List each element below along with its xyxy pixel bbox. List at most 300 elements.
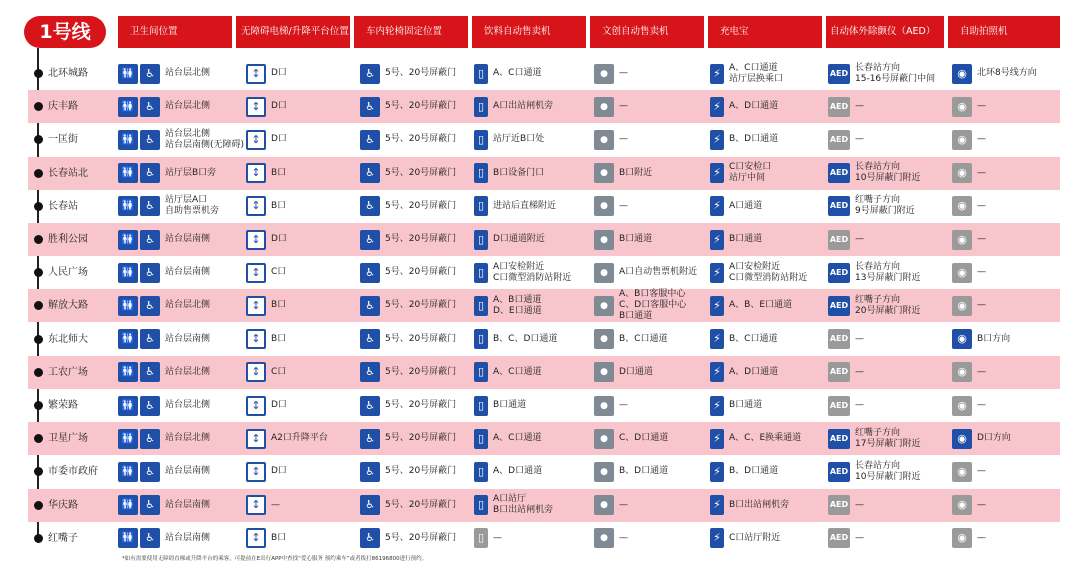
restroom-icon: 🚻 xyxy=(118,130,138,150)
toilet-location: 站台层南侧 xyxy=(165,532,211,543)
aed-cell xyxy=(828,522,864,555)
restroom-icon: 🚻 xyxy=(118,429,138,449)
powerbank-location: B、C口通道 xyxy=(729,333,778,344)
aed-location: 红嘴子方向 20号屏蔽门附近 xyxy=(855,294,921,316)
station-dot xyxy=(34,268,43,277)
photo-booth-location: — xyxy=(977,167,986,178)
header-toilet: 卫生间位置 xyxy=(118,16,232,48)
toilet-location: 站台层南侧 xyxy=(165,466,211,477)
photo-booth-location: — xyxy=(977,400,986,410)
elevator-cell xyxy=(246,289,286,322)
drink-vending-cell xyxy=(474,389,526,422)
elevator-location: B口 xyxy=(271,333,287,344)
photo-booth-location: — xyxy=(977,234,986,244)
power-bank-icon: ⚡ xyxy=(710,296,724,316)
wheelchair-icon: ♿ xyxy=(140,495,160,515)
aed-location: 红嘴子方向 9号屏蔽门附近 xyxy=(855,195,915,217)
culture-vending-location: — xyxy=(619,400,628,410)
aed-icon: AED xyxy=(828,196,850,216)
elevator-cell xyxy=(246,455,287,488)
power-bank-icon: ⚡ xyxy=(710,163,724,183)
culture-vending-icon: ● xyxy=(594,528,614,548)
culture-vending-location: B口通道 xyxy=(619,234,653,244)
wheelchair-space-icon: ♿ xyxy=(360,462,380,482)
aed-location: 长春站方向 15-16号屏蔽门中间 xyxy=(855,62,936,84)
power-bank-icon: ⚡ xyxy=(710,130,724,150)
powerbank-location: A口安检附近 C口微型消防站附近 xyxy=(729,261,808,283)
wheelchair-icon: ♿ xyxy=(140,97,160,117)
photo-booth-location: D口方向 xyxy=(977,433,1011,444)
elevator-icon: ↕ xyxy=(246,462,266,482)
powerbank-cell xyxy=(710,422,801,455)
elevator-cell xyxy=(246,123,287,156)
toilet-location: 站台层南侧 xyxy=(165,234,211,244)
station-name: 华庆路 xyxy=(48,499,78,511)
camera-icon: ◉ xyxy=(952,396,972,416)
vending-machine-icon: ▯ xyxy=(474,296,488,316)
vending-machine-icon: ▯ xyxy=(474,64,488,84)
wheelchair-space-icon: ♿ xyxy=(360,263,380,283)
table-row xyxy=(28,190,1060,223)
culture-vending-icon: ● xyxy=(594,329,614,349)
elevator-icon: ↕ xyxy=(246,495,266,515)
culture-vending-location: C、D口通道 xyxy=(619,433,669,444)
power-bank-icon: ⚡ xyxy=(710,528,724,548)
wheelchair-cell xyxy=(360,323,456,356)
station-dot xyxy=(34,102,43,111)
power-bank-icon: ⚡ xyxy=(710,97,724,117)
toilet-location: 站台层北侧 xyxy=(165,300,211,311)
drink-vending-cell xyxy=(474,455,542,488)
wheelchair-location: 5号、20号屏蔽门 xyxy=(385,433,457,444)
station-dot xyxy=(34,501,43,510)
elevator-icon: ↕ xyxy=(246,362,266,382)
restroom-icon: 🚻 xyxy=(118,97,138,117)
drink-vending-cell xyxy=(474,90,553,123)
culture-vending-icon: ● xyxy=(594,296,614,316)
photo-booth-location: — xyxy=(977,267,986,278)
culture-vending-cell xyxy=(594,522,628,555)
elevator-cell xyxy=(246,489,280,522)
drink-vending-cell xyxy=(474,323,557,356)
drink-vending-location: A、C口通道 xyxy=(493,433,542,444)
toilet-cell xyxy=(118,422,210,455)
wheelchair-space-icon: ♿ xyxy=(360,396,380,416)
drink-vending-location: A、C口通道 xyxy=(493,366,542,377)
photo-booth-location: — xyxy=(977,300,986,311)
station-name: 卫星广场 xyxy=(48,433,88,445)
aed-location: — xyxy=(855,234,864,244)
wheelchair-space-icon: ♿ xyxy=(360,329,380,349)
header-elevator: 无障碍电梯/升降平台位置 xyxy=(236,16,350,48)
drink-vending-location: A口出站闸机旁 xyxy=(493,101,554,112)
station-dot xyxy=(34,301,43,310)
aed-icon: AED xyxy=(828,329,850,349)
powerbank-location: B、D口通道 xyxy=(729,134,779,145)
toilet-cell xyxy=(118,123,244,156)
elevator-location: D口 xyxy=(271,68,287,78)
aed-cell xyxy=(828,323,864,356)
powerbank-cell xyxy=(710,455,778,488)
culture-vending-icon: ● xyxy=(594,64,614,84)
elevator-cell xyxy=(246,223,287,256)
elevator-icon: ↕ xyxy=(246,329,266,349)
photo-booth-location: — xyxy=(977,466,986,477)
vending-machine-icon: ▯ xyxy=(474,196,488,216)
culture-vending-icon: ● xyxy=(594,97,614,117)
restroom-icon: 🚻 xyxy=(118,396,138,416)
wheelchair-space-icon: ♿ xyxy=(360,163,380,183)
station-dot xyxy=(34,434,43,443)
camera-icon: ◉ xyxy=(952,196,972,216)
drink-vending-cell xyxy=(474,289,542,322)
elevator-location: B口 xyxy=(271,532,287,543)
aed-cell xyxy=(828,190,915,223)
wheelchair-location: 5号、20号屏蔽门 xyxy=(385,101,457,112)
culture-vending-icon: ● xyxy=(594,429,614,449)
table-row xyxy=(28,223,1060,256)
powerbank-cell xyxy=(710,90,778,123)
aed-icon: AED xyxy=(828,362,850,382)
restroom-icon: 🚻 xyxy=(118,329,138,349)
culture-vending-location: — xyxy=(619,532,628,543)
culture-vending-location: — xyxy=(619,68,628,78)
wheelchair-icon: ♿ xyxy=(140,429,160,449)
wheelchair-space-icon: ♿ xyxy=(360,64,380,84)
powerbank-location: C口站厅附近 xyxy=(729,532,781,543)
toilet-location: 站台层北侧 xyxy=(165,68,211,78)
wheelchair-icon: ♿ xyxy=(140,263,160,283)
drink-vending-cell xyxy=(474,522,502,555)
culture-vending-icon: ● xyxy=(594,362,614,382)
station-dot xyxy=(34,169,43,178)
powerbank-cell xyxy=(710,190,762,223)
wheelchair-cell xyxy=(360,157,456,190)
photo-booth-cell xyxy=(952,123,986,156)
wheelchair-cell xyxy=(360,289,456,322)
drink-vending-cell xyxy=(474,356,541,389)
table-row xyxy=(28,323,1060,356)
header-aed: 自动体外除颤仪（AED） xyxy=(826,16,944,48)
drink-vending-location: B口通道 xyxy=(493,400,527,410)
aed-cell xyxy=(828,223,864,256)
station-name: 胜利公园 xyxy=(48,234,88,245)
culture-vending-cell xyxy=(594,223,652,256)
culture-vending-cell xyxy=(594,455,668,488)
aed-cell xyxy=(828,57,935,90)
toilet-cell xyxy=(118,522,210,555)
wheelchair-space-icon: ♿ xyxy=(360,230,380,250)
wheelchair-cell xyxy=(360,256,456,289)
wheelchair-space-icon: ♿ xyxy=(360,429,380,449)
power-bank-icon: ⚡ xyxy=(710,396,724,416)
footnote: *如有需要使用无障碍直梯或升降平台的乘客，可提前在E出行APP中查找“爱心服务 预约乘车”或者拨打86196800进行预约。 xyxy=(122,556,428,562)
toilet-location: 站台层南侧 xyxy=(165,333,211,344)
vending-machine-icon: ▯ xyxy=(474,528,488,548)
toilet-location: 站台层北侧 xyxy=(165,400,211,410)
powerbank-location: C口安检口 站厅中间 xyxy=(729,162,772,184)
vending-machine-icon: ▯ xyxy=(474,362,488,382)
wheelchair-space-icon: ♿ xyxy=(360,296,380,316)
drink-vending-cell xyxy=(474,256,571,289)
station-dot xyxy=(34,69,43,78)
elevator-cell xyxy=(246,57,287,90)
drink-vending-cell xyxy=(474,489,553,522)
vending-machine-icon: ▯ xyxy=(474,263,488,283)
camera-icon: ◉ xyxy=(952,263,972,283)
camera-icon: ◉ xyxy=(952,130,972,150)
header-wheelchair: 车内轮椅固定位置 xyxy=(354,16,468,48)
elevator-icon: ↕ xyxy=(246,196,266,216)
wheelchair-location: 5号、20号屏蔽门 xyxy=(385,333,457,344)
toilet-cell xyxy=(118,157,216,190)
drink-vending-location: A、C口通道 xyxy=(493,68,542,78)
camera-icon: ◉ xyxy=(952,97,972,117)
aed-cell xyxy=(828,256,920,289)
wheelchair-location: 5号、20号屏蔽门 xyxy=(385,200,457,211)
aed-cell xyxy=(828,90,864,123)
power-bank-icon: ⚡ xyxy=(710,64,724,84)
table-header xyxy=(0,16,1080,48)
aed-location: — xyxy=(855,366,864,377)
elevator-icon: ↕ xyxy=(246,64,266,84)
drink-vending-cell xyxy=(474,123,544,156)
culture-vending-icon: ● xyxy=(594,230,614,250)
toilet-cell xyxy=(118,489,210,522)
wheelchair-location: 5号、20号屏蔽门 xyxy=(385,68,457,78)
aed-icon: AED xyxy=(828,396,850,416)
aed-cell xyxy=(828,157,920,190)
photo-booth-location: — xyxy=(977,499,986,510)
wheelchair-cell xyxy=(360,123,456,156)
station-dot xyxy=(34,534,43,543)
powerbank-cell xyxy=(710,157,771,190)
drink-vending-cell xyxy=(474,223,545,256)
wheelchair-location: 5号、20号屏蔽门 xyxy=(385,466,457,477)
photo-booth-cell xyxy=(952,389,986,422)
restroom-icon: 🚻 xyxy=(118,362,138,382)
culture-vending-cell xyxy=(594,90,628,123)
elevator-location: B口 xyxy=(271,300,287,311)
aed-location: — xyxy=(855,333,864,344)
culture-vending-cell xyxy=(594,57,628,90)
elevator-icon: ↕ xyxy=(246,296,266,316)
aed-location: 长春站方向 13号屏蔽门附近 xyxy=(855,261,921,283)
wheelchair-icon: ♿ xyxy=(140,296,160,316)
drink-vending-cell xyxy=(474,422,541,455)
photo-booth-cell xyxy=(952,223,986,256)
culture-vending-cell xyxy=(594,190,628,223)
elevator-location: A2口升降平台 xyxy=(271,433,328,444)
powerbank-cell xyxy=(710,489,789,522)
photo-booth-cell xyxy=(952,57,1037,90)
toilet-cell xyxy=(118,256,210,289)
wheelchair-space-icon: ♿ xyxy=(360,528,380,548)
wheelchair-icon: ♿ xyxy=(140,528,160,548)
elevator-cell xyxy=(246,256,286,289)
photo-booth-cell xyxy=(952,90,986,123)
aed-cell xyxy=(828,123,864,156)
photo-booth-location: — xyxy=(977,134,986,145)
power-bank-icon: ⚡ xyxy=(710,230,724,250)
wheelchair-icon: ♿ xyxy=(140,163,160,183)
drink-vending-location: A口安检附近 C口微型消防站附近 xyxy=(493,261,572,283)
wheelchair-location: 5号、20号屏蔽门 xyxy=(385,532,457,543)
restroom-icon: 🚻 xyxy=(118,495,138,515)
drink-vending-cell xyxy=(474,157,544,190)
restroom-icon: 🚻 xyxy=(118,296,138,316)
powerbank-cell xyxy=(710,323,777,356)
vending-machine-icon: ▯ xyxy=(474,429,488,449)
wheelchair-space-icon: ♿ xyxy=(360,130,380,150)
wheelchair-icon: ♿ xyxy=(140,396,160,416)
toilet-location: 站厅层B口旁 xyxy=(165,167,217,178)
toilet-cell xyxy=(118,289,210,322)
power-bank-icon: ⚡ xyxy=(710,362,724,382)
aed-icon: AED xyxy=(828,296,850,316)
wheelchair-icon: ♿ xyxy=(140,196,160,216)
station-dot xyxy=(34,467,43,476)
vending-machine-icon: ▯ xyxy=(474,396,488,416)
drink-vending-location: 站厅近B口处 xyxy=(493,134,545,145)
elevator-location: C口 xyxy=(271,366,287,377)
aed-icon: AED xyxy=(828,495,850,515)
drink-vending-location: — xyxy=(493,532,502,543)
elevator-icon: ↕ xyxy=(246,528,266,548)
wheelchair-icon: ♿ xyxy=(140,130,160,150)
culture-vending-location: B口附近 xyxy=(619,167,653,178)
elevator-location: C口 xyxy=(271,267,287,278)
photo-booth-cell xyxy=(952,256,986,289)
drink-vending-cell xyxy=(474,190,556,223)
table-row xyxy=(28,90,1060,123)
powerbank-cell xyxy=(710,389,762,422)
powerbank-location: A、B、E口通道 xyxy=(729,300,793,311)
culture-vending-cell xyxy=(594,389,628,422)
toilet-cell xyxy=(118,389,210,422)
photo-booth-location: — xyxy=(977,101,986,112)
line-badge: 1号线 xyxy=(24,16,106,48)
culture-vending-location: A、B口客服中心 C、D口客服中心 B口通道 xyxy=(619,289,687,322)
aed-location: — xyxy=(855,101,864,112)
toilet-location: 站台层北侧 xyxy=(165,433,211,444)
station-name: 人民广场 xyxy=(48,267,88,279)
powerbank-cell xyxy=(710,289,792,322)
camera-icon: ◉ xyxy=(952,230,972,250)
photo-booth-cell xyxy=(952,422,1011,455)
aed-icon: AED xyxy=(828,528,850,548)
photo-booth-cell xyxy=(952,157,986,190)
culture-vending-cell xyxy=(594,123,628,156)
aed-icon: AED xyxy=(828,462,850,482)
elevator-icon: ↕ xyxy=(246,230,266,250)
aed-location: — xyxy=(855,134,864,145)
aed-cell xyxy=(828,289,920,322)
toilet-cell xyxy=(118,455,210,488)
vending-machine-icon: ▯ xyxy=(474,163,488,183)
culture-vending-cell xyxy=(594,256,697,289)
table-row xyxy=(28,422,1060,455)
elevator-cell xyxy=(246,422,328,455)
culture-vending-cell xyxy=(594,157,652,190)
aed-location: 长春站方向 10号屏蔽门附近 xyxy=(855,460,921,482)
photo-booth-cell xyxy=(952,190,986,223)
wheelchair-space-icon: ♿ xyxy=(360,362,380,382)
powerbank-cell xyxy=(710,522,780,555)
station-name: 北环城路 xyxy=(48,68,88,79)
wheelchair-location: 5号、20号屏蔽门 xyxy=(385,499,457,510)
camera-icon: ◉ xyxy=(952,329,972,349)
aed-cell xyxy=(828,489,864,522)
table-row xyxy=(28,256,1060,289)
wheelchair-space-icon: ♿ xyxy=(360,495,380,515)
elevator-icon: ↕ xyxy=(246,429,266,449)
elevator-icon: ↕ xyxy=(246,97,266,117)
culture-vending-cell xyxy=(594,489,628,522)
table-row xyxy=(28,356,1060,389)
culture-vending-location: — xyxy=(619,134,628,145)
header-powerbank: 充电宝 xyxy=(708,16,822,48)
wheelchair-cell xyxy=(360,90,456,123)
camera-icon: ◉ xyxy=(952,163,972,183)
photo-booth-location: — xyxy=(977,200,986,211)
wheelchair-cell xyxy=(360,356,456,389)
toilet-location: 站台层北侧 xyxy=(165,366,211,377)
table-row xyxy=(28,389,1060,422)
photo-booth-cell xyxy=(952,522,986,555)
wheelchair-icon: ♿ xyxy=(140,329,160,349)
culture-vending-icon: ● xyxy=(594,462,614,482)
powerbank-location: B口通道 xyxy=(729,400,763,410)
restroom-icon: 🚻 xyxy=(118,230,138,250)
power-bank-icon: ⚡ xyxy=(710,329,724,349)
camera-icon: ◉ xyxy=(952,362,972,382)
aed-cell xyxy=(828,389,864,422)
toilet-cell xyxy=(118,190,219,223)
elevator-cell xyxy=(246,356,286,389)
station-name: 市委市政府 xyxy=(48,466,98,478)
station-name: 红嘴子 xyxy=(48,532,78,544)
station-dot xyxy=(34,202,43,211)
wheelchair-icon: ♿ xyxy=(140,462,160,482)
wheelchair-icon: ♿ xyxy=(140,64,160,84)
elevator-location: D口 xyxy=(271,466,287,477)
wheelchair-location: 5号、20号屏蔽门 xyxy=(385,366,457,377)
aed-cell xyxy=(828,356,864,389)
power-bank-icon: ⚡ xyxy=(710,196,724,216)
wheelchair-location: 5号、20号屏蔽门 xyxy=(385,234,457,244)
aed-icon: AED xyxy=(828,429,850,449)
table-row xyxy=(28,522,1060,555)
culture-vending-cell xyxy=(594,323,667,356)
powerbank-location: B口出站闸机旁 xyxy=(729,499,790,510)
vending-machine-icon: ▯ xyxy=(474,329,488,349)
elevator-location: B口 xyxy=(271,167,287,178)
toilet-cell xyxy=(118,323,210,356)
restroom-icon: 🚻 xyxy=(118,462,138,482)
culture-vending-cell xyxy=(594,422,668,455)
wheelchair-location: 5号、20号屏蔽门 xyxy=(385,400,457,410)
aed-icon: AED xyxy=(828,130,850,150)
culture-vending-cell xyxy=(594,356,653,389)
culture-vending-location: A口自动售票机附近 xyxy=(619,267,698,278)
wheelchair-cell xyxy=(360,389,456,422)
wheelchair-cell xyxy=(360,522,456,555)
elevator-cell xyxy=(246,522,286,555)
elevator-location: D口 xyxy=(271,134,287,145)
drink-vending-location: 进站后直梯附近 xyxy=(493,200,557,211)
powerbank-location: A、D口通道 xyxy=(729,366,779,377)
